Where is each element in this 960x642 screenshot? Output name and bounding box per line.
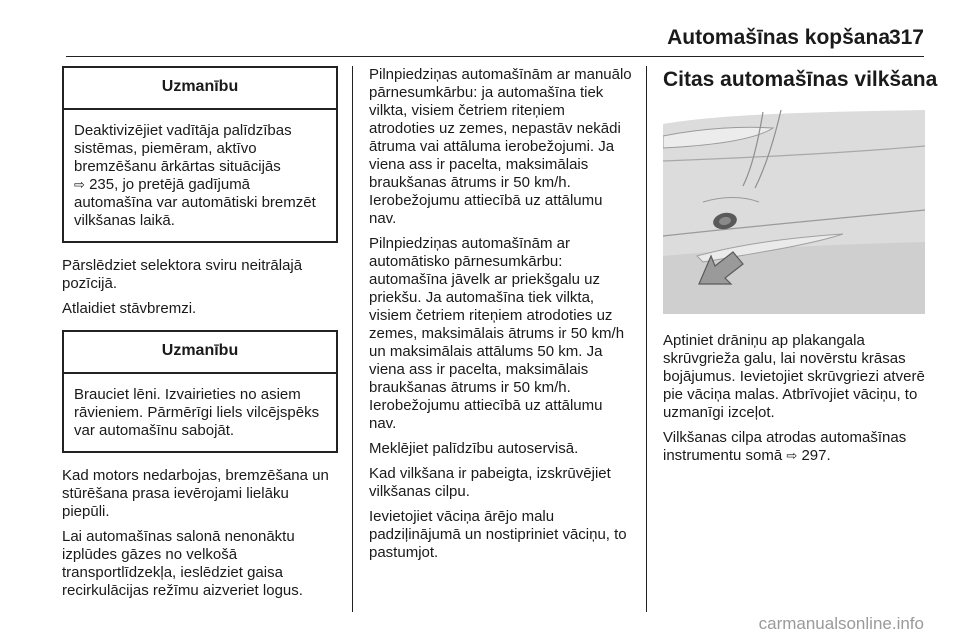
paragraph: Atlaidiet stāvbremzi. xyxy=(62,300,197,317)
page-reference[interactable]: 297 xyxy=(801,447,827,464)
column-middle xyxy=(369,66,633,569)
page-reference[interactable]: 235 xyxy=(89,176,115,193)
header-title: Automašīnas kopšana xyxy=(667,26,890,49)
section-title: Citas automašīnas vilkšana xyxy=(663,68,938,91)
warning-title: Uzmanību xyxy=(64,68,336,110)
paragraph: Pārslēdziet selektora sviru neitrālajā pozīcijā. xyxy=(62,257,303,292)
paragraph: Ievietojiet vāciņa ārējo malu padziļinājumā un nostipriniet vāciņu, to pastumjot. xyxy=(369,508,627,561)
paragraph: Kad vilkšana ir pabeigta, izskrūvējiet vilkšanas cilpu. xyxy=(369,465,611,500)
paragraph: Pilnpiedziņas automašīnām ar automātisko pārnesumkārbu: automašīna jāvelk ar priekšgalu uz priekšu. Ja automašīna tiek vilkta, visiem četriem riteņiem atrodoties uz zemes, maksimālais ātrums ir 50 km/h un maksimālais attālums 50 km. Ja viena ass ir pacelta, maksimālais braukšanas ātrums ir 50 km/h. Ierobežojumu attiecībā uz attālumu nav. xyxy=(369,235,625,432)
warning-text-part: , jo pretējā gadījumā automašīna var automātiski bremzēt vilkšanas laikā. xyxy=(74,176,316,229)
watermark: carmanualsonline.info xyxy=(758,614,924,633)
paragraph xyxy=(663,429,927,465)
column-left xyxy=(62,66,338,607)
reference-arrow-icon: ⇨ xyxy=(74,177,85,192)
warning-text xyxy=(64,110,336,241)
warning-text: Brauciet lēni. Izvairieties no asiem rāvieniem. Pārmērīgi liels vilcējspēks var automašīnu sabojāt. xyxy=(74,386,320,439)
warning-text-part: Deaktivizējiet vadītāja palīdzības sistēmas, piemēram, aktīvo bremzēšanu ārkārtas situācijās xyxy=(74,122,292,175)
warning-box xyxy=(62,66,338,243)
paragraph: Meklējiet palīdzību autoservisā. xyxy=(369,440,579,457)
paragraph: Lai automašīnas salonā nenonāktu izplūdes gāzes no velkošā transportlīdzekļa, ieslēdziet gaisa recirkulācijas režīmu aizveriet logus. xyxy=(62,528,303,599)
warning-box xyxy=(62,330,338,453)
paragraph-text: Vilkšanas cilpa atrodas automašīnas instrumentu somā xyxy=(663,429,907,464)
column-divider xyxy=(352,66,353,612)
paragraph-text: . xyxy=(826,447,831,464)
column-divider xyxy=(646,66,647,612)
warning-title: Uzmanību xyxy=(64,332,336,374)
reference-arrow-icon: ⇨ xyxy=(786,448,798,463)
paragraph: Kad motors nedarbojas, bremzēšana un stūrēšana prasa ievērojami lielāku piepūli. xyxy=(62,467,329,520)
paragraph: Pilnpiedziņas automašīnām ar manuālo pārnesumkārbu: ja automašīna tiek vilkta, visiem četriem riteņiem atrodoties uz zemes, nepastāv nekādi ātruma vai attāluma ierobežojumi. Ja viena ass ir pacelta, maksimālais braukšanas ātrums ir 50 km/h. Ierobežojumu attiecībā uz attālumu nav. xyxy=(369,66,632,227)
tow-eye-cover-illustration xyxy=(663,106,925,314)
paragraph: Aptiniet drāniņu ap plakangala skrūvgrieža galu, lai novērstu krāsas bojājumus. Ievietojiet skrūvgriezi atverē pie vāciņa malas. Atbrīvojiet vāciņu, to uzmanīgi izceļot. xyxy=(663,332,925,421)
column-right xyxy=(663,66,938,472)
page-number: 317 xyxy=(888,26,924,49)
header-rule xyxy=(66,56,924,57)
